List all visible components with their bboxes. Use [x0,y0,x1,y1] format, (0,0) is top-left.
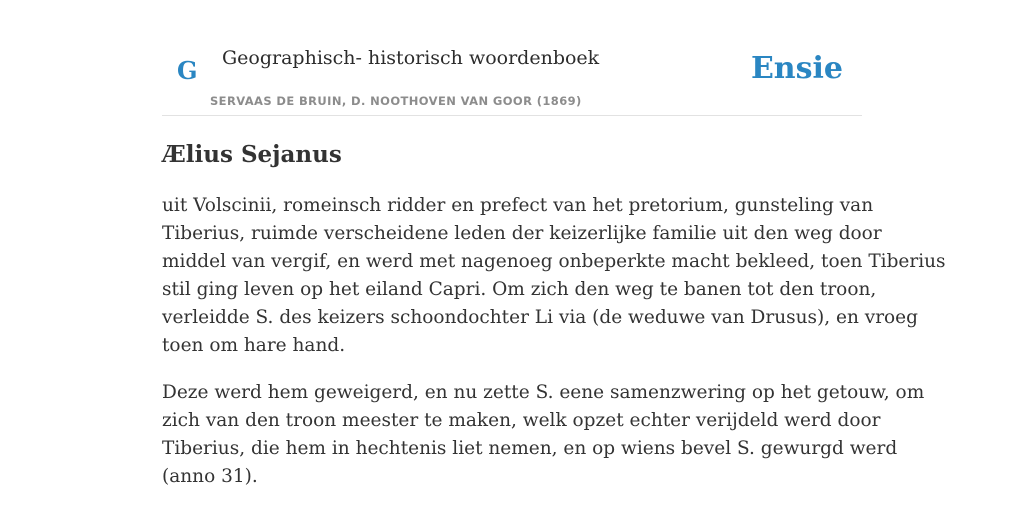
entry-body [162,192,946,491]
paragraph-line: toen om hare hand. [162,335,346,356]
entry-paragraph [162,192,946,360]
entry-paragraph [162,379,925,491]
work-logo-icon[interactable]: G [177,56,198,85]
paragraph-line: (anno 31). [162,466,258,487]
paragraph-line: verleidde S. des keizers schoondochter Li via (de weduwe van Drusus), en vroeg [162,307,918,328]
paragraph-line: zich van den troon meester te maken, welk opzet echter verijdeld werd door [162,410,881,431]
brand-logo[interactable]: Ensie [750,51,843,86]
paragraph-line: Tiberius, die hem in hechtenis liet nemen, en op wiens bevel S. gewurgd werd [162,438,898,459]
paragraph-line: uit Volscinii, romeinsch ridder en prefect van het pretorium, gunsteling van [162,195,874,216]
paragraph-line: stil ging leven op het eiland Capri. Om zich den weg te banen tot den troon, [162,279,877,300]
work-title[interactable]: Geographisch- historisch woordenboek [222,47,600,69]
paragraph-line: middel van vergif, en werd met nagenoeg onbeperkte macht bekleed, toen Tiberius [162,251,946,272]
paragraph-line: Tiberius, ruimde verscheidene leden der keizerlijke familie uit den weg door [162,223,882,244]
paragraph-line: Deze werd hem geweigerd, en nu zette S. eene samenzwering op het getouw, om [162,382,925,403]
work-header [162,0,862,116]
work-authors: SERVAAS DE BRUIN, D. NOOTHOVEN VAN GOOR (1869) [210,94,582,108]
entry-title: Ælius Sejanus [162,141,342,168]
